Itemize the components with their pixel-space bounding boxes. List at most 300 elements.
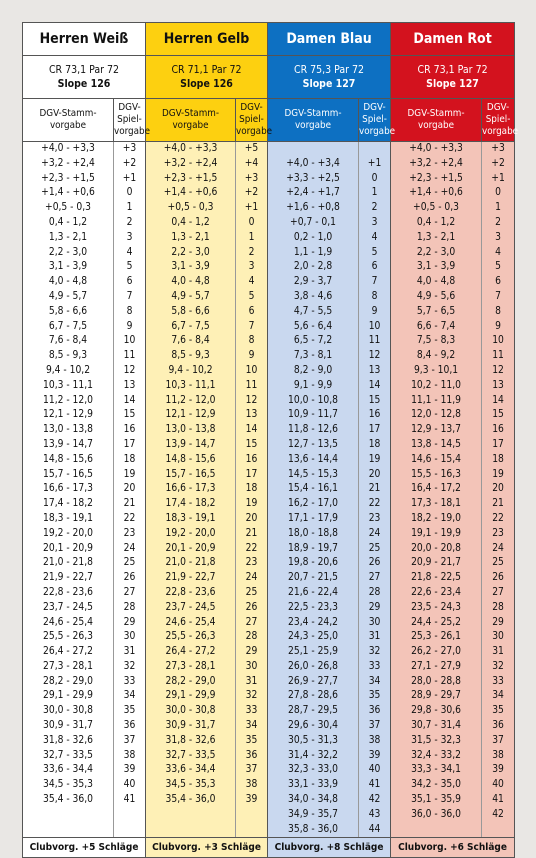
stammvorgabe-damen-rot-cell: 29,8 - 30,6 [391, 704, 482, 719]
spielvorgabe-damen-rot-cell: 18 [482, 453, 515, 468]
stammvorgabe-herren-weiss-cell: 34,5 - 35,3 [23, 778, 114, 793]
spielvorgabe-damen-blau-cell: 21 [359, 482, 391, 497]
stammvorgabe-herren-gelb-cell: 2,2 - 3,0 [146, 246, 236, 261]
stammvorgabe-herren-weiss-cell: 29,1 - 29,9 [23, 689, 114, 704]
col-header-line: Spiel- [485, 114, 511, 125]
stammvorgabe-herren-weiss-cell: 8,5 - 9,3 [23, 349, 114, 364]
spielvorgabe-herren-weiss-cell: +3 [114, 142, 146, 157]
table-row [23, 157, 515, 172]
table-row [23, 246, 515, 261]
spielvorgabe-herren-gelb-cell: 7 [236, 320, 268, 335]
col-header-line: vorgabe [114, 126, 151, 137]
table-row [23, 201, 515, 216]
stammvorgabe-damen-rot-cell: 20,0 - 20,8 [391, 542, 482, 557]
spielvorgabe-herren-gelb-cell: 6 [236, 305, 268, 320]
stammvorgabe-damen-blau-cell: 11,8 - 12,6 [268, 423, 359, 438]
spielvorgabe-herren-gelb-cell: 9 [236, 349, 268, 364]
stammvorgabe-damen-rot-cell: 22,6 - 23,4 [391, 586, 482, 601]
table-row [23, 616, 515, 631]
spielvorgabe-herren-weiss-cell: 14 [114, 394, 146, 409]
spielvorgabe-damen-blau-cell: 15 [359, 394, 391, 409]
spielvorgabe-damen-blau-cell: 42 [359, 793, 391, 808]
stammvorgabe-damen-rot-cell: 24,4 - 25,2 [391, 616, 482, 631]
spielvorgabe-damen-blau-cell: 17 [359, 423, 391, 438]
spielvorgabe-herren-gelb-cell: 38 [236, 778, 268, 793]
spielvorgabe-herren-gelb-cell: 8 [236, 334, 268, 349]
stammvorgabe-herren-gelb-cell: 12,1 - 12,9 [146, 408, 236, 423]
spielvorgabe-herren-gelb-cell: 25 [236, 586, 268, 601]
stammvorgabe-herren-gelb-cell: 3,1 - 3,9 [146, 260, 236, 275]
stammvorgabe-damen-blau-cell: +1,6 - +0,8 [268, 201, 359, 216]
tee-title-damen-rot: Damen Rot [391, 23, 515, 56]
spielvorgabe-damen-blau-cell: 34 [359, 675, 391, 690]
stammvorgabe-herren-gelb-cell: 28,2 - 29,0 [146, 675, 236, 690]
stammvorgabe-herren-weiss-cell: 28,2 - 29,0 [23, 675, 114, 690]
stammvorgabe-damen-blau-cell: 0,2 - 1,0 [268, 231, 359, 246]
spielvorgabe-herren-gelb-cell: 29 [236, 645, 268, 660]
course-rating-text: CR 73,1 Par 72 [48, 64, 120, 76]
stammvorgabe-damen-rot-cell: 28,0 - 28,8 [391, 675, 482, 690]
spielvorgabe-damen-blau-cell: 28 [359, 586, 391, 601]
stammvorgabe-damen-rot-cell: 9,3 - 10,1 [391, 364, 482, 379]
table-row [23, 379, 515, 394]
stammvorgabe-damen-blau-cell: 12,7 - 13,5 [268, 438, 359, 453]
stammvorgabe-herren-gelb-cell: 16,6 - 17,3 [146, 482, 236, 497]
stammvorgabe-herren-gelb-cell: 9,4 - 10,2 [146, 364, 236, 379]
table-row [23, 793, 515, 808]
course-rating-text: CR 71,1 Par 72 [171, 64, 242, 76]
stammvorgabe-herren-weiss-cell: 6,7 - 7,5 [23, 320, 114, 335]
table-row [23, 260, 515, 275]
spielvorgabe-damen-blau-cell: 30 [359, 616, 391, 631]
spielvorgabe-herren-weiss-cell [114, 823, 146, 838]
stammvorgabe-damen-rot-cell: 5,7 - 6,5 [391, 305, 482, 320]
col-header-spielvorgabe [114, 99, 151, 142]
stammvorgabe-damen-rot-cell: 14,6 - 15,4 [391, 453, 482, 468]
spielvorgabe-damen-rot-cell: 36 [482, 719, 515, 734]
stammvorgabe-herren-weiss-cell: 13,0 - 13,8 [23, 423, 114, 438]
spielvorgabe-herren-weiss-cell: 0 [114, 186, 146, 201]
spielvorgabe-herren-weiss-cell: 28 [114, 601, 146, 616]
col-header-spielvorgabe [359, 99, 396, 142]
spielvorgabe-herren-gelb-cell: 27 [236, 616, 268, 631]
stammvorgabe-damen-blau-cell: 8,2 - 9,0 [268, 364, 359, 379]
stammvorgabe-damen-blau-cell: 18,0 - 18,8 [268, 527, 359, 542]
spielvorgabe-damen-rot-cell: 4 [482, 246, 515, 261]
stammvorgabe-herren-gelb-cell: +0,5 - 0,3 [146, 201, 236, 216]
stammvorgabe-herren-gelb-cell: 22,8 - 23,6 [146, 586, 236, 601]
spielvorgabe-herren-weiss-cell: 3 [114, 231, 146, 246]
spielvorgabe-damen-rot-cell: 28 [482, 601, 515, 616]
course-rating-damen-rot [391, 56, 515, 99]
table-row [23, 142, 515, 157]
stammvorgabe-damen-rot-cell: 8,4 - 9,2 [391, 349, 482, 364]
spielvorgabe-herren-gelb-cell: 37 [236, 763, 268, 778]
spielvorgabe-herren-gelb-cell [236, 823, 268, 838]
table-row [23, 497, 515, 512]
spielvorgabe-herren-gelb-cell: 1 [236, 231, 268, 246]
table-row [23, 734, 515, 749]
stammvorgabe-herren-gelb-cell: 19,2 - 20,0 [146, 527, 236, 542]
spielvorgabe-herren-weiss-cell: 17 [114, 438, 146, 453]
handicap-table [22, 22, 519, 858]
spielvorgabe-damen-blau-cell: 4 [359, 231, 391, 246]
spielvorgabe-damen-rot-cell: 13 [482, 379, 515, 394]
spielvorgabe-herren-gelb-cell: 21 [236, 527, 268, 542]
table-row [23, 689, 515, 704]
spielvorgabe-herren-weiss-cell: 9 [114, 320, 146, 335]
course-rating-herren-gelb [146, 56, 268, 99]
spielvorgabe-herren-weiss-cell: 4 [114, 246, 146, 261]
stammvorgabe-damen-rot-cell: 26,2 - 27,0 [391, 645, 482, 660]
stammvorgabe-herren-weiss-cell: 11,2 - 12,0 [23, 394, 114, 409]
col-header-spielvorgabe [236, 99, 273, 142]
stammvorgabe-herren-weiss-cell: 21,0 - 21,8 [23, 556, 114, 571]
spielvorgabe-herren-gelb-cell: +3 [236, 172, 268, 187]
stammvorgabe-herren-gelb-cell: 6,7 - 7,5 [146, 320, 236, 335]
spielvorgabe-herren-gelb-cell: 23 [236, 556, 268, 571]
stammvorgabe-damen-blau-cell: 17,1 - 17,9 [268, 512, 359, 527]
spielvorgabe-damen-blau-cell: 6 [359, 260, 391, 275]
spielvorgabe-damen-rot-cell: 21 [482, 497, 515, 512]
spielvorgabe-herren-gelb-cell: 39 [236, 793, 268, 808]
spielvorgabe-damen-rot-cell: 20 [482, 482, 515, 497]
stammvorgabe-herren-weiss-cell: 21,9 - 22,7 [23, 571, 114, 586]
stammvorgabe-herren-weiss-cell: 10,3 - 11,1 [23, 379, 114, 394]
spielvorgabe-damen-blau-cell: 18 [359, 438, 391, 453]
spielvorgabe-herren-weiss-cell: 18 [114, 453, 146, 468]
spielvorgabe-damen-rot-cell: 34 [482, 689, 515, 704]
spielvorgabe-herren-weiss-cell: 34 [114, 689, 146, 704]
stammvorgabe-herren-weiss-cell: 31,8 - 32,6 [23, 734, 114, 749]
spielvorgabe-herren-gelb-cell: 0 [236, 216, 268, 231]
spielvorgabe-damen-blau-cell: 35 [359, 689, 391, 704]
stammvorgabe-damen-blau-cell: 34,9 - 35,7 [268, 808, 359, 823]
stammvorgabe-damen-blau-cell: 1,1 - 1,9 [268, 246, 359, 261]
spielvorgabe-damen-rot-cell: 38 [482, 749, 515, 764]
spielvorgabe-herren-weiss-cell: +1 [114, 172, 146, 187]
spielvorgabe-damen-blau-cell: 13 [359, 364, 391, 379]
table-row [23, 823, 515, 838]
stammvorgabe-herren-weiss-cell: 0,4 - 1,2 [23, 216, 114, 231]
stammvorgabe-herren-weiss-cell: 7,6 - 8,4 [23, 334, 114, 349]
table-row [23, 512, 515, 527]
footer-damen-blau: Clubvorg. +8 Schläge [268, 838, 391, 858]
stammvorgabe-damen-rot-cell: 17,3 - 18,1 [391, 497, 482, 512]
table-row [23, 394, 515, 409]
spielvorgabe-herren-weiss-cell: 37 [114, 734, 146, 749]
stammvorgabe-damen-blau-cell: +3,3 - +2,5 [268, 172, 359, 187]
spielvorgabe-herren-weiss-cell: 26 [114, 571, 146, 586]
stammvorgabe-herren-weiss-cell: 27,3 - 28,1 [23, 660, 114, 675]
spielvorgabe-damen-rot-cell: 9 [482, 320, 515, 335]
stammvorgabe-herren-gelb-cell: 23,7 - 24,5 [146, 601, 236, 616]
stammvorgabe-herren-weiss-cell: 26,4 - 27,2 [23, 645, 114, 660]
spielvorgabe-damen-blau-cell: 43 [359, 808, 391, 823]
spielvorgabe-damen-blau-cell: 26 [359, 556, 391, 571]
spielvorgabe-herren-weiss-cell: 16 [114, 423, 146, 438]
spielvorgabe-herren-weiss-cell: 19 [114, 468, 146, 483]
spielvorgabe-damen-rot-cell: 39 [482, 763, 515, 778]
table-row [23, 408, 515, 423]
stammvorgabe-damen-rot-cell: 16,4 - 17,2 [391, 482, 482, 497]
stammvorgabe-herren-weiss-cell: 25,5 - 26,3 [23, 630, 114, 645]
spielvorgabe-damen-rot-cell: +1 [482, 172, 515, 187]
spielvorgabe-herren-gelb-cell: 10 [236, 364, 268, 379]
spielvorgabe-damen-blau-cell: 14 [359, 379, 391, 394]
stammvorgabe-herren-weiss-cell: 23,7 - 24,5 [23, 601, 114, 616]
stammvorgabe-herren-gelb-cell: 30,9 - 31,7 [146, 719, 236, 734]
stammvorgabe-herren-gelb-cell: 25,5 - 26,3 [146, 630, 236, 645]
stammvorgabe-damen-blau-cell: 28,7 - 29,5 [268, 704, 359, 719]
spielvorgabe-herren-gelb-cell: 13 [236, 408, 268, 423]
table-row [23, 186, 515, 201]
spielvorgabe-herren-weiss-cell: 21 [114, 497, 146, 512]
stammvorgabe-herren-gelb-cell: +4,0 - +3,3 [146, 142, 236, 157]
stammvorgabe-damen-rot-cell: 31,5 - 32,3 [391, 734, 482, 749]
stammvorgabe-herren-weiss-cell [23, 823, 114, 838]
spielvorgabe-herren-weiss-cell: 27 [114, 586, 146, 601]
spielvorgabe-damen-rot-cell: 1 [482, 201, 515, 216]
spielvorgabe-herren-weiss-cell: 8 [114, 305, 146, 320]
table-row [23, 749, 515, 764]
table-row [23, 349, 515, 364]
spielvorgabe-herren-weiss-cell: 25 [114, 556, 146, 571]
spielvorgabe-damen-rot-cell: 2 [482, 216, 515, 231]
stammvorgabe-herren-gelb-cell: 14,8 - 15,6 [146, 453, 236, 468]
spielvorgabe-herren-gelb-cell: 26 [236, 601, 268, 616]
stammvorgabe-damen-rot-cell: +3,2 - +2,4 [391, 157, 482, 172]
stammvorgabe-herren-gelb-cell: 4,0 - 4,8 [146, 275, 236, 290]
col-header-line: vorgabe [359, 126, 396, 137]
stammvorgabe-herren-weiss-cell [23, 808, 114, 823]
stammvorgabe-damen-blau-cell [268, 142, 359, 157]
spielvorgabe-damen-rot-cell: 10 [482, 334, 515, 349]
spielvorgabe-damen-blau-cell: 23 [359, 512, 391, 527]
spielvorgabe-herren-weiss-cell: 11 [114, 349, 146, 364]
table-row [23, 601, 515, 616]
spielvorgabe-herren-weiss-cell: 20 [114, 482, 146, 497]
stammvorgabe-herren-gelb-cell: 30,0 - 30,8 [146, 704, 236, 719]
stammvorgabe-herren-gelb-cell: 32,7 - 33,5 [146, 749, 236, 764]
spielvorgabe-damen-rot-cell: 6 [482, 275, 515, 290]
stammvorgabe-damen-blau-cell: 33,1 - 33,9 [268, 778, 359, 793]
table-row [23, 172, 515, 187]
col-header-line: vorgabe [172, 120, 209, 131]
spielvorgabe-herren-weiss-cell: 30 [114, 630, 146, 645]
spielvorgabe-damen-blau-cell: 7 [359, 275, 391, 290]
stammvorgabe-damen-blau-cell: 16,2 - 17,0 [268, 497, 359, 512]
table-row [23, 334, 515, 349]
table-row [23, 305, 515, 320]
spielvorgabe-herren-gelb-cell: 4 [236, 275, 268, 290]
stammvorgabe-herren-gelb-cell: 13,0 - 13,8 [146, 423, 236, 438]
spielvorgabe-herren-weiss-cell: 33 [114, 675, 146, 690]
spielvorgabe-damen-blau-cell: 10 [359, 320, 391, 335]
spielvorgabe-herren-weiss-cell [114, 808, 146, 823]
course-rating-text: CR 75,3 Par 72 [293, 64, 365, 76]
spielvorgabe-herren-gelb-cell: +4 [236, 157, 268, 172]
spielvorgabe-herren-gelb-cell: 11 [236, 379, 268, 394]
stammvorgabe-herren-gelb-cell: 21,9 - 22,7 [146, 571, 236, 586]
spielvorgabe-damen-rot-cell: 30 [482, 630, 515, 645]
col-header-line: DGV-Stamm- [161, 108, 220, 119]
spielvorgabe-damen-rot-cell: 7 [482, 290, 515, 305]
spielvorgabe-herren-gelb-cell: +2 [236, 186, 268, 201]
stammvorgabe-herren-gelb-cell: 34,5 - 35,3 [146, 778, 236, 793]
spielvorgabe-damen-rot-cell: 29 [482, 616, 515, 631]
stammvorgabe-herren-gelb-cell: 20,1 - 20,9 [146, 542, 236, 557]
stammvorgabe-herren-weiss-cell: 9,4 - 10,2 [23, 364, 114, 379]
spielvorgabe-damen-blau-cell: 41 [359, 778, 391, 793]
spielvorgabe-damen-rot-cell: 40 [482, 778, 515, 793]
stammvorgabe-herren-weiss-cell: 4,9 - 5,7 [23, 290, 114, 305]
spielvorgabe-herren-gelb-cell: 28 [236, 630, 268, 645]
spielvorgabe-damen-blau-cell: 37 [359, 719, 391, 734]
stammvorgabe-damen-rot-cell: 15,5 - 16,3 [391, 468, 482, 483]
spielvorgabe-damen-blau-cell: 3 [359, 216, 391, 231]
table-row [23, 556, 515, 571]
handicap-table-card [22, 22, 519, 854]
stammvorgabe-damen-rot-cell: 32,4 - 33,2 [391, 749, 482, 764]
stammvorgabe-herren-weiss-cell: +4,0 - +3,3 [23, 142, 114, 157]
spielvorgabe-damen-rot-cell: 16 [482, 423, 515, 438]
spielvorgabe-herren-weiss-cell: 1 [114, 201, 146, 216]
spielvorgabe-herren-weiss-cell: 41 [114, 793, 146, 808]
stammvorgabe-herren-gelb-cell: 29,1 - 29,9 [146, 689, 236, 704]
table-row [23, 586, 515, 601]
stammvorgabe-herren-weiss-cell: 30,9 - 31,7 [23, 719, 114, 734]
spielvorgabe-herren-weiss-cell: 29 [114, 616, 146, 631]
stammvorgabe-damen-blau-cell: 7,3 - 8,1 [268, 349, 359, 364]
spielvorgabe-herren-weiss-cell: 38 [114, 749, 146, 764]
spielvorgabe-herren-gelb-cell: 32 [236, 689, 268, 704]
spielvorgabe-herren-weiss-cell: 7 [114, 290, 146, 305]
col-header-line: DGV- [118, 102, 141, 113]
table-row [23, 216, 515, 231]
table-row [23, 675, 515, 690]
spielvorgabe-damen-rot-cell: 42 [482, 808, 515, 823]
col-header-stammvorgabe [268, 99, 359, 142]
stammvorgabe-herren-weiss-cell: 24,6 - 25,4 [23, 616, 114, 631]
stammvorgabe-herren-weiss-cell: +2,3 - +1,5 [23, 172, 114, 187]
stammvorgabe-herren-weiss-cell: 33,6 - 34,4 [23, 763, 114, 778]
table-row [23, 808, 515, 823]
spielvorgabe-herren-gelb-cell: 2 [236, 246, 268, 261]
spielvorgabe-damen-blau-cell: 31 [359, 630, 391, 645]
stammvorgabe-damen-blau-cell: 22,5 - 23,3 [268, 601, 359, 616]
stammvorgabe-damen-rot-cell: 3,1 - 3,9 [391, 260, 482, 275]
spielvorgabe-damen-rot-cell: 19 [482, 468, 515, 483]
stammvorgabe-herren-gelb-cell: 13,9 - 14,7 [146, 438, 236, 453]
stammvorgabe-herren-gelb-cell: 15,7 - 16,5 [146, 468, 236, 483]
stammvorgabe-damen-rot-cell: +1,4 - +0,6 [391, 186, 482, 201]
stammvorgabe-damen-rot-cell: 12,0 - 12,8 [391, 408, 482, 423]
spielvorgabe-damen-rot-cell: 8 [482, 305, 515, 320]
table-row [23, 571, 515, 586]
col-header-stammvorgabe [391, 99, 482, 142]
stammvorgabe-damen-blau-cell: 13,6 - 14,4 [268, 453, 359, 468]
stammvorgabe-herren-weiss-cell: 35,4 - 36,0 [23, 793, 114, 808]
stammvorgabe-damen-rot-cell: +0,5 - 0,3 [391, 201, 482, 216]
col-header-line: Spiel- [117, 114, 142, 125]
spielvorgabe-herren-gelb-cell: 33 [236, 704, 268, 719]
stammvorgabe-damen-blau-cell: 10,9 - 11,7 [268, 408, 359, 423]
spielvorgabe-damen-blau-cell: 22 [359, 497, 391, 512]
spielvorgabe-herren-gelb-cell: 17 [236, 468, 268, 483]
table-row [23, 275, 515, 290]
col-header-line: DGV-Stamm- [407, 108, 465, 119]
stammvorgabe-herren-weiss-cell: 5,8 - 6,6 [23, 305, 114, 320]
spielvorgabe-damen-blau-cell: 8 [359, 290, 391, 305]
stammvorgabe-damen-blau-cell: 5,6 - 6,4 [268, 320, 359, 335]
stammvorgabe-damen-rot-cell: 30,7 - 31,4 [391, 719, 482, 734]
spielvorgabe-herren-weiss-cell: +2 [114, 157, 146, 172]
table-row [23, 290, 515, 305]
spielvorgabe-damen-rot-cell: +3 [482, 142, 515, 157]
spielvorgabe-herren-gelb-cell: 16 [236, 453, 268, 468]
table-row [23, 482, 515, 497]
spielvorgabe-damen-rot-cell: +2 [482, 157, 515, 172]
stammvorgabe-herren-gelb-cell: 0,4 - 1,2 [146, 216, 236, 231]
col-header-line: vorgabe [294, 120, 332, 131]
spielvorgabe-herren-gelb-cell: 22 [236, 542, 268, 557]
stammvorgabe-herren-gelb-cell: 11,2 - 12,0 [146, 394, 236, 409]
stammvorgabe-herren-gelb-cell: +1,4 - +0,6 [146, 186, 236, 201]
spielvorgabe-damen-rot-cell: 26 [482, 571, 515, 586]
table-row [23, 320, 515, 335]
col-header-line: DGV- [363, 102, 386, 113]
col-header-line: DGV- [240, 102, 263, 113]
spielvorgabe-damen-rot-cell: 0 [482, 186, 515, 201]
spielvorgabe-damen-blau-cell: 27 [359, 571, 391, 586]
stammvorgabe-damen-rot-cell: 18,2 - 19,0 [391, 512, 482, 527]
spielvorgabe-damen-rot-cell: 31 [482, 645, 515, 660]
stammvorgabe-herren-gelb-cell: 5,8 - 6,6 [146, 305, 236, 320]
stammvorgabe-damen-rot-cell: 25,3 - 26,1 [391, 630, 482, 645]
spielvorgabe-herren-weiss-cell: 5 [114, 260, 146, 275]
spielvorgabe-damen-blau-cell: 0 [359, 172, 391, 187]
stammvorgabe-damen-blau-cell: 23,4 - 24,2 [268, 616, 359, 631]
table-row [23, 231, 515, 246]
spielvorgabe-damen-blau-cell: 25 [359, 542, 391, 557]
stammvorgabe-herren-weiss-cell: 22,8 - 23,6 [23, 586, 114, 601]
stammvorgabe-herren-weiss-cell: 30,0 - 30,8 [23, 704, 114, 719]
spielvorgabe-damen-rot-cell: 12 [482, 364, 515, 379]
stammvorgabe-herren-weiss-cell: 14,8 - 15,6 [23, 453, 114, 468]
spielvorgabe-damen-blau-cell: 44 [359, 823, 391, 838]
table-row [23, 763, 515, 778]
footer-herren-weiss: Clubvorg. +5 Schläge [23, 838, 146, 858]
table-row [23, 438, 515, 453]
stammvorgabe-damen-blau-cell: 4,7 - 5,5 [268, 305, 359, 320]
stammvorgabe-damen-blau-cell: 14,5 - 15,3 [268, 468, 359, 483]
col-header-line: vorgabe [482, 126, 519, 137]
spielvorgabe-damen-blau-cell: 40 [359, 763, 391, 778]
spielvorgabe-damen-rot-cell: 5 [482, 260, 515, 275]
stammvorgabe-damen-rot-cell: 4,0 - 4,8 [391, 275, 482, 290]
spielvorgabe-herren-weiss-cell: 24 [114, 542, 146, 557]
spielvorgabe-herren-gelb-cell: 14 [236, 423, 268, 438]
stammvorgabe-damen-blau-cell: 20,7 - 21,5 [268, 571, 359, 586]
col-header-line: DGV-Stamm- [284, 108, 342, 119]
tee-title-herren-weiss: Herren Weiß [23, 23, 146, 56]
stammvorgabe-damen-blau-cell: 19,8 - 20,6 [268, 556, 359, 571]
col-header-line: vorgabe [236, 126, 273, 137]
stammvorgabe-damen-rot-cell: 34,2 - 35,0 [391, 778, 482, 793]
table-row [23, 719, 515, 734]
stammvorgabe-herren-weiss-cell: +1,4 - +0,6 [23, 186, 114, 201]
